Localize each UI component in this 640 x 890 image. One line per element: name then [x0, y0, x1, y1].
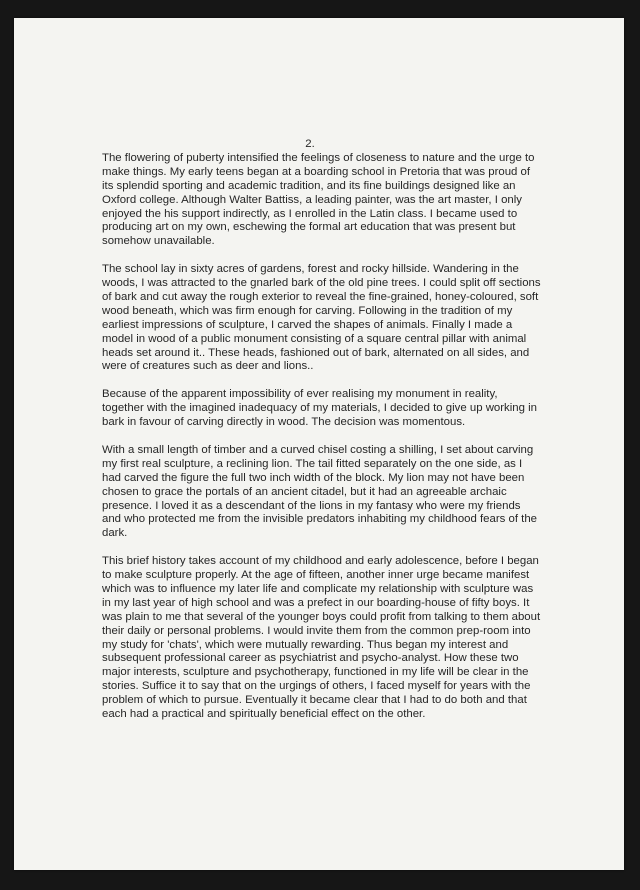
paragraph-3: Because of the apparent impossibility of ever realising my monument in reality, together with the imagined inadequacy of my materials, I decided to give up working in bark in favour of carving directly in wood. The decision was momentous.: [102, 388, 537, 429]
page-text: [102, 138, 542, 722]
paragraph-1: The flowering of puberty intensified the feelings of closeness to nature and the urge to make things. My early teens began at a boarding school in Pretoria that was proud of its splendid sporting and academic tradition, and its fine buildings designed like an Oxford college. Although Walter Battiss, a leading painter, was the art master, I only enjoyed the his support indirectly, as I enrolled in the Latin class. I became used to producing art on my own, eschewing the formal art education that was present but somehow unavailable.: [102, 151, 535, 248]
document-page: [14, 18, 624, 870]
paragraph-5: This brief history takes account of my childhood and early adolescence, before I began to make sculpture properly. At the age of fifteen, another inner urge became manifest which was to influence my later life and complicate my relationship with sculpture was in my last year of high school and was a prefect in our boarding-house of fifty boys. It was plain to me that several of the younger boys could profit from talking to them about their daily or personal problems. I would invite them from the common prep-room into my study for 'chats', which were mutually rewarding. Thus began my interest and subsequent professional career as psychiatrist and psycho-analyst. How these two major interests, sculpture and psychotherapy, functioned in my life will be clear in the stories. Suffice it to say that on the urgings of others, I faced myself for years with the problem of which to pursue. Eventually it became clear that I had to do both and that each had a practical and spiritually beneficial effect on the other.: [102, 555, 541, 721]
page-number: 2.: [305, 138, 315, 150]
paragraph-4: With a small length of timber and a curved chisel costing a shilling, I set about carving my first real sculpture, a reclining lion. The tail fitted separately on the one side, as I had carved the figure the full two inch width of the block. My lion may not have been chosen to grace the portals of an ancient citadel, but it had an agreeable archaic presence. I loved it as a descendant of the lions in my fantasy who were my friends and who protected me from the invisible predators inhabiting my childhood fears of the dark.: [102, 443, 537, 540]
paragraph-2: The school lay in sixty acres of gardens, forest and rocky hillside. Wandering in the woods, I was attracted to the gnarled bark of the old pine trees. I could split off sections of bark and cut away the rough exterior to reveal the fine-grained, honey-coloured, soft wood beneath, which was firm enough for carving. Following in the tradition of my earliest impressions of sculpture, I carved the shapes of animals. Finally I made a model in wood of a public monument consisting of a square central pillar with animal heads set around it.. These heads, fashioned out of bark, alternated on all sides, and were of creatures such as deer and lions..: [102, 263, 541, 373]
